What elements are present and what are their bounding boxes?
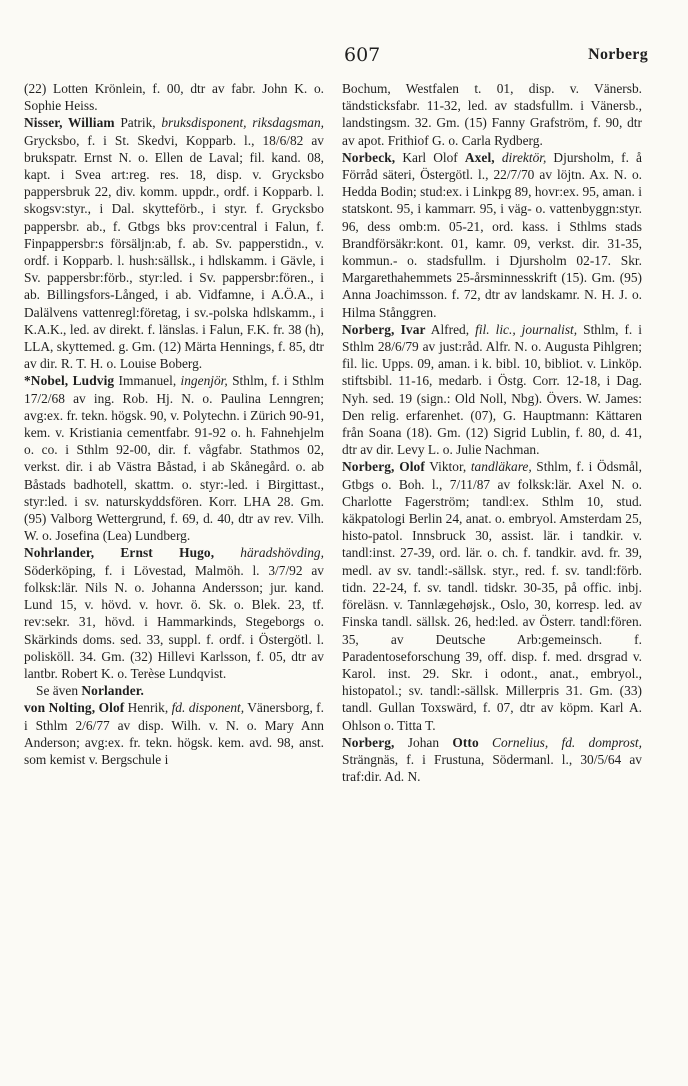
entry-text: Sthlm, f. i Sthlm 28/6/79 av just:råd. Alfr. N. o. Augusta Pihlgren; fil. lic. Upps. 09, aman. i k. bibl. 10, bibliot. v. Linköp. stiftsbibl. 11-16, medarb. i Östg. Corr. 12-18, i Dag. Nyh. sed. 19 (sign.: Old Noll, Nbg). Övers. W. James: Den relig. erfarenhet. (07), G. Hauptmann: Kättaren från Soana (18). Gm. (12) Sigrid Lublin, f. 80, d. 41, dtr av dir. Levy L. o. Julie Nachman. bbox=[342, 321, 642, 458]
entry-title: tandläkare, bbox=[470, 459, 532, 475]
entry-norbeck bbox=[342, 149, 642, 321]
entry-given: Immanuel, bbox=[114, 373, 181, 389]
entry-text: Sthlm, f. i Ödsmål, Gtbgs o. Boh. l., 7/11/87 av folksk:lär. Axel N. o. Charlotte Fagerström; tandl:ex. Sthlm 10, stud. käkpatologi Berlin 24, anat. o. embryol. Amsterdam 25, histo-patol. Innsbruck 30, assist. lär. i tandkir. v. tandl:inst. 27-39, ord. lär. o. ch. f. tandkir. avd. fr. 39, medl. av sv. tandl:-sällsk. styr., red. f. sv. tandl:förb. tidn. 22-24, f. sv. tandl. tidskr. 30-35, på offic. inbj. föreläsn. v. Tannlægehøjsk., Oslo, 30, korresp. led. av Finska tandl. sällsk. 26, hed:led. av Österr. tandl:fören. 35, av Deutsche Arb:gemeinsch. f. Paradentoseforschung 39, off. disp. f. med. drsgrad v. Karol. inst. 29. Skr. i odont., anat., embryol., histopatol.; sv. tandl:-sällsk. Millerpris 31. Gm. (33) tandl. Gullan Toxswärd, f. 07, dtr av köpm. Karl A. Ohlson o. Titta T. bbox=[342, 459, 642, 733]
entry-continuation bbox=[24, 80, 324, 114]
entry-name: Nisser, William bbox=[24, 115, 115, 131]
entry-text: Söderköping, f. i Lövestad, Malmöh. l. 3/7/92 av folksk:lär. Nils N. o. Johanna Andersson; jur. kand. Lund 15, v. hövd. v. hovr. ö. Sk. o. Blek. 23, tf. rev:sekr. 31, hövd. i Hammarkinds, Stegeborgs o. Skärkinds doms. sed. 33, suppl. f. ordf. i Östergötl. l. polisköll. 34. Gm. (32) Hillevi Karlsson, f. 05, dtr av lantbr. Robert K. o. Terèse Lundqvist. bbox=[24, 562, 324, 681]
entry-norberg-ivar bbox=[342, 321, 642, 459]
left-column bbox=[24, 80, 324, 768]
entry-continuation bbox=[342, 80, 642, 149]
entry-given: Karl Olof bbox=[395, 149, 465, 165]
entry-text: (22) Lotten Krönlein, f. 00, dtr av fabr. John K. o. Sophie Heiss. bbox=[24, 81, 324, 114]
entry-norberg-otto bbox=[342, 734, 642, 786]
entry-name-part: Axel, bbox=[464, 149, 495, 165]
entry-title: Cornelius, fd. domprost, bbox=[478, 734, 642, 750]
entry-name: Norbeck, bbox=[342, 149, 396, 165]
cross-reference bbox=[24, 682, 324, 699]
entry-title: bruksdisponent, riksdagsman, bbox=[161, 115, 324, 131]
entry-name-part: Otto bbox=[452, 734, 479, 750]
entry-name: Nohrlander, Ernst Hugo, bbox=[24, 545, 215, 561]
entry-given: Viktor, bbox=[424, 459, 471, 475]
cross-reference-name: Norlander. bbox=[81, 683, 144, 699]
entry-given bbox=[214, 545, 240, 560]
entry-text: Se även bbox=[36, 683, 82, 699]
entry-von-nolting bbox=[24, 699, 324, 768]
entry-text: Bochum, Westfalen t. 01, disp. v. Vänersb. tändsticksfabr. 11-32, led. av stadsfullm. i Vänersb., landstingsm. 32. Gm. (15) Fanny Grafström, f. 90, dtr av apot. Frithiof G. o. Carla Rydberg. bbox=[342, 81, 642, 148]
entry-name: Norberg, Ivar bbox=[342, 321, 426, 337]
entry-title: häradshövding, bbox=[240, 545, 324, 561]
right-column bbox=[342, 80, 642, 785]
page-header bbox=[24, 44, 648, 72]
running-head: Norberg bbox=[588, 46, 648, 63]
entry-title: direktör, bbox=[494, 149, 547, 165]
page-number: 607 bbox=[344, 44, 381, 66]
entry-text: Djursholm, f. å Förråd säteri, Östergötl. l., 22/7/70 av löjtn. Ax. N. o. Hedda Bodin; stud:ex. i Linkpg 89, hovr:ex. 95, aman. i statskont. 95, i kammarr. 95, i väg- o. vattenbyggn:styr. 96, dess omb:m. 05-21, ord. kass. i Sthlms stads Brandförsäkr:kont. 01, kamr. 09, verkst. dir. 31-35, kommun.- o. stadsfullm. i Djursholm 02-17. Skr. Margarethahemmets 25-årsminnesskrift (15). Gm. (95) Anna Joachimsson. f. 72, dtr av landskamr. N. H. J. o. Hilma Stånggren. bbox=[342, 149, 642, 320]
entry-text: Strängnäs, f. i Frustuna, Södermanl. l., 30/5/64 av traf:dir. Ad. N. bbox=[342, 751, 642, 785]
entry-text: Sthlm, f. i Sthlm 17/2/68 av ing. Rob. Hj. N. o. Paulina Lenngren; avg:ex. fr. tekn. högsk. 90, v. Polytechn. i Zürich 90-91, kem. v. Kristiania cementfabr. 91-92 o. h. Fahnehjelm o. co. i Sthlm 92-00, dir. f. vågfabr. Stathmos 02, verkst. dir. i ab Västra Båstad, i ab Skånegård. o. ab Båstads badhotell, skattm. o. styr:-led. i Birgittast., styr:led. i sv. naturskyddsfören. Korr. LHA 28. Gm. (95) Valborg Wettergrund, f. 69, d. 40, dtr av rev. Vilh. W. o. Josefina (Lea) Lundberg. bbox=[24, 373, 324, 544]
entry-text: Grycksbo, f. i St. Skedvi, Kopparb. l., 18/6/82 av brukspatr. Ernst N. o. Ellen de Laval; fil. kand. 08, kapt. i Svea art:reg. res. 18, disp. v. Grycksbo pappersbruk 22, div. komm. uppdr., ordf. i Kopparb. l. skogsv:styr., i Dal. skytteförb., i styr. f. Grycksbo pappersbr. ab., f. Gtbgs bks prov:central i Falun, f. Finpappersbr:s försäljn:ab, f. ab. Sv. papperstidn., v. ordf. i Kopparb. l. hush:sällsk., i hdlskamm. i Gävle, i Sv. pappersbr:förb., styr:led. i Sv. pappersbr:fören., i ab. Billingsfors-Långed, i ab. Vidfamne, i A.Ö.A., i Dalälvens vattenregl:företag, i sv.-polska hdlskamm., i K.A.K., led. av direkt. f. länslas. i Falun, F.K. fr. 38 (h), LLA, skyttemed. g. Gm. (12) Märta Hennings, f. 85, dtr av dir. R. T. H. o. Louise Boberg. bbox=[24, 132, 324, 372]
entry-name: Norberg, bbox=[342, 734, 395, 750]
entry-given: Alfred, bbox=[425, 321, 476, 337]
entry-given: Henrik, bbox=[124, 700, 172, 716]
entry-title: ingenjör, bbox=[180, 373, 228, 389]
entry-text: Vänersborg, f. i Sthlm 2/6/77 av disp. Wilh. v. N. o. Mary Ann Anderson; avg:ex. fr. tekn. högsk. kem. avd. 98, anst. som kemist v. Bergschule i bbox=[24, 700, 324, 767]
entry-norberg-olof bbox=[342, 458, 642, 733]
entry-title: fil. lic., journalist, bbox=[475, 321, 578, 337]
entry-nohrlander bbox=[24, 544, 324, 682]
entry-name: Norberg, Olof bbox=[342, 459, 425, 475]
entry-nisser bbox=[24, 114, 324, 372]
entry-name: von Nolting, Olof bbox=[24, 700, 125, 716]
entry-title: fd. disponent, bbox=[171, 700, 245, 716]
entry-name: *Nobel, Ludvig bbox=[24, 373, 115, 389]
entry-given: Patrik, bbox=[114, 115, 162, 131]
entry-nobel bbox=[24, 372, 324, 544]
entry-given: Johan bbox=[394, 734, 453, 750]
